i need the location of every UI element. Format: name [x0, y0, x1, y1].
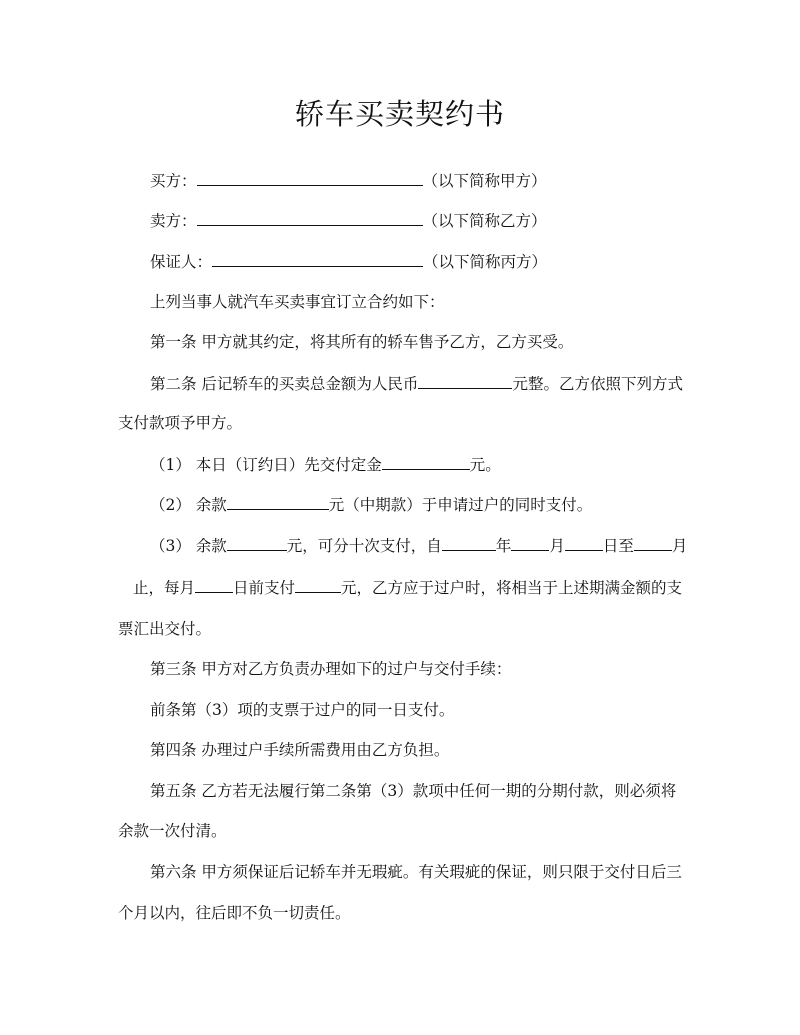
article-2-line-1 — [150, 373, 683, 394]
item-3-end-month: 月 — [671, 537, 688, 555]
seller-label: 卖方： — [150, 212, 197, 230]
article-1: 第一条 甲方就其约定，将其所有的轿车售予乙方，乙方买受。 — [150, 333, 574, 351]
article-2-text-b: 元整。乙方依照下列方式 — [512, 375, 683, 393]
article-3-sub: 前条第（3）项的支票于过户的同一日支付。 — [150, 701, 455, 719]
item-1 — [150, 454, 501, 475]
item-3-text-a: （3） 余款 — [150, 537, 227, 555]
intro-text: 上列当事人就汽车买卖事宜订立合约如下： — [150, 293, 445, 311]
seller-note: （以下简称乙方） — [422, 212, 547, 230]
article-4: 第四条 办理过户手续所需费用由乙方负担。 — [150, 741, 450, 759]
item-1-text-b: 元。 — [469, 456, 501, 474]
document-title: 轿车买卖契约书 — [294, 97, 505, 131]
article-6-line-2: 个月以内，往后即不负一切责任。 — [118, 904, 351, 922]
item-2-text-b: 元（中期款）于申请过户的同时支付。 — [328, 496, 593, 514]
end-month-blank[interactable] — [634, 535, 672, 551]
buyer-line — [150, 170, 547, 191]
item-3-day-to: 日至 — [602, 537, 634, 555]
item-3-line-1 — [150, 535, 687, 556]
guarantor-blank[interactable] — [212, 251, 423, 267]
item-3-text-h: 日前支付 — [233, 579, 296, 597]
article-5-line-1: 第五条 乙方若无法履行第二条第（3）款项中任何一期的分期付款，则必须将 — [150, 782, 677, 800]
item-3-line-3: 票汇出交付。 — [118, 620, 212, 638]
item-2 — [150, 494, 592, 515]
guarantor-label: 保证人： — [150, 253, 213, 271]
mid-payment-blank[interactable] — [227, 494, 329, 510]
seller-line — [150, 210, 547, 231]
guarantor-note: （以下简称丙方） — [423, 253, 548, 271]
item-3-line-2 — [133, 577, 682, 598]
buyer-label: 买方： — [150, 172, 197, 190]
seller-blank[interactable] — [197, 210, 423, 226]
deposit-blank[interactable] — [382, 454, 470, 470]
article-2-line-2: 支付款项予甲方。 — [118, 414, 243, 432]
article-5-line-2: 余款一次付清。 — [118, 822, 227, 840]
start-year-blank[interactable] — [442, 535, 496, 551]
article-6-line-1: 第六条 甲方须保证后记轿车并无瑕疵。有关瑕疵的保证，则只限于交付日后三 — [150, 863, 682, 881]
monthly-day-blank[interactable] — [195, 577, 233, 593]
item-3-month: 月 — [549, 537, 565, 555]
total-price-blank[interactable] — [418, 373, 512, 389]
article-3: 第三条 甲方对乙方负责办理如下的过户与交付手续： — [150, 660, 512, 678]
buyer-blank[interactable] — [197, 170, 423, 186]
item-1-text-a: （1） 本日（订约日）先交付定金 — [150, 456, 382, 474]
article-2-text-a: 第二条 后记轿车的买卖总金额为人民币 — [150, 375, 419, 393]
start-day-blank[interactable] — [565, 535, 603, 551]
start-month-blank[interactable] — [511, 535, 549, 551]
buyer-note: （以下简称甲方） — [422, 172, 547, 190]
item-3-year: 年 — [495, 537, 512, 555]
item-3-text-b: 元，可分十次支付，自 — [286, 537, 442, 555]
item-2-text-a: （2） 余款 — [150, 496, 227, 514]
item-3-text-g: 止，每月 — [133, 579, 196, 597]
guarantor-line — [150, 251, 547, 272]
monthly-amount-blank[interactable] — [295, 577, 341, 593]
balance-blank[interactable] — [227, 535, 287, 551]
item-3-text-i: 元，乙方应于过户时，将相当于上述期满金额的支 — [341, 579, 683, 597]
